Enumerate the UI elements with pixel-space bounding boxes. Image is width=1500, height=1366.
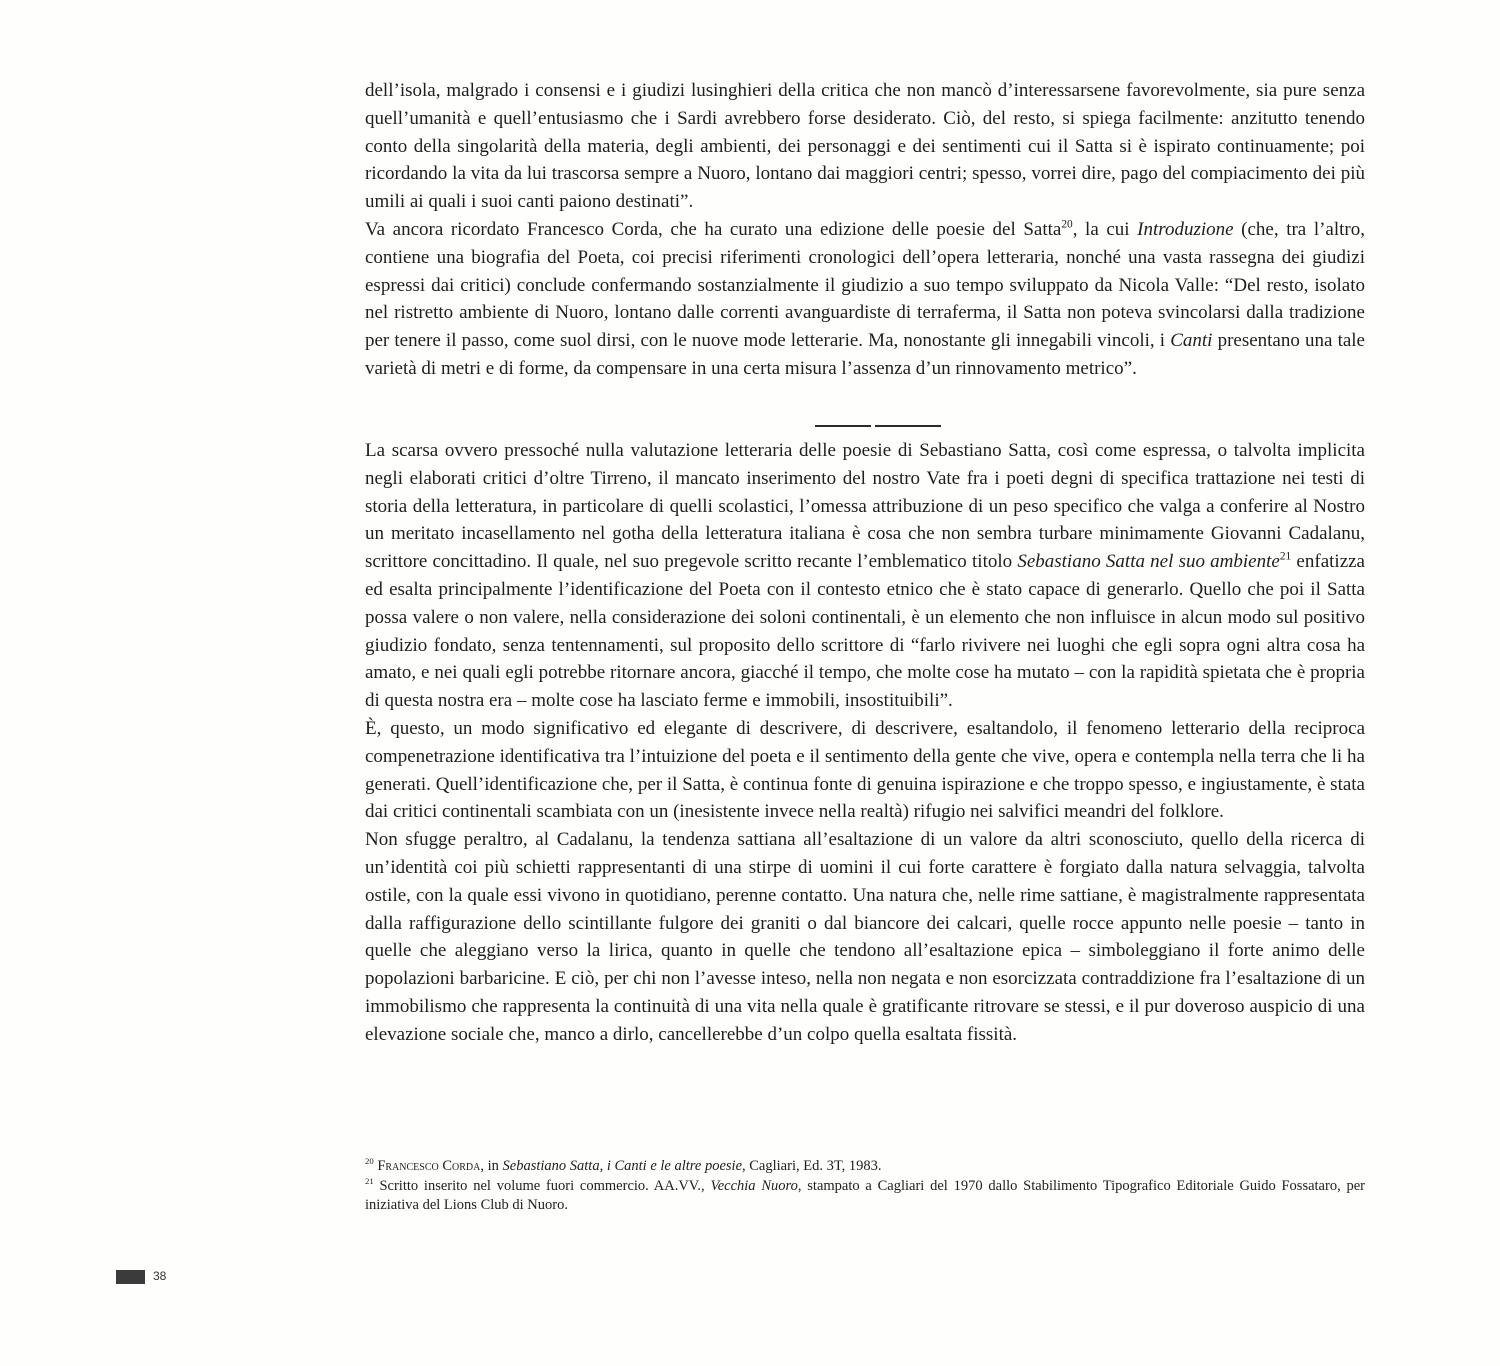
- book-title: Sebastiano Satta nel suo ambiente: [1017, 551, 1280, 573]
- page-marker-block: [116, 1270, 145, 1284]
- footnote: [365, 1157, 1365, 1177]
- page-number: 38: [153, 1269, 167, 1283]
- text-run: enfatizza ed esalta principalmente l’identificazione del Poeta con il contesto etnico che è stato capace di generarlo. Quello che poi il Satta possa valere o non valere, nella considerazione dei soloni continentali, è un elemento che non influisce in alcun modo sul positivo giudizio fondato, senza tentennamenti, sul proposito dello scrittore di “farlo rivivere nei luoghi che egli sopra ogni altra cosa ha amato, e nei quali egli potrebbe ritornare ancora, giacché il tempo, che molte cose ha mutato – con la rapidità spietata che è propria di questa nostra era – molte cose ha lasciato ferme e immobili, insostituibili”.: [365, 551, 1365, 712]
- footnote-ref: 21: [1279, 550, 1292, 563]
- book-title: Vecchia Nuoro: [710, 1177, 798, 1194]
- footnotes: [365, 1157, 1365, 1216]
- paragraph: [365, 216, 1365, 383]
- text-run: (che, tra l’altro, contiene una biografia del Poeta, coi precisi riferimenti cronologici dell’opera letteraria, nonché una vasta rassegna dei giudizi espressi dai critici) conclude confermando sostanzialmente il giudizio a suo tempo sviluppato da Nicola Valle: “Del resto, isolato nel ristretto ambiente di Nuoro, lontano dalle correnti avanguardiste di terraferma, il Satta non poteva svincolarsi dalla tradizione per tenere il passo, come suol dirsi, con le nuove mode letterarie. Ma, nonostante gli innegabili vincoli, i: [365, 218, 1365, 352]
- footnote-number: 20: [365, 1156, 374, 1167]
- paragraph: [365, 437, 1365, 715]
- text-run: , stampato a Cagliari del 1970 dallo Stabilimento Tipografico Editoriale Guido Fossataro, per iniziativa del Lions Club di Nuoro.: [365, 1177, 1365, 1213]
- body-text-upper: [365, 77, 1365, 383]
- body-text-lower: [365, 437, 1365, 1049]
- footnote-author: Francesco Corda: [377, 1158, 481, 1174]
- book-title: Introduzione: [1137, 218, 1234, 240]
- text-run: , in: [480, 1158, 503, 1174]
- text-run: La scarsa ovvero pressoché nulla valutazione letteraria delle poesie di Sebastiano Satta, così come espressa, o talvolta implicita negli elaborati critici d’oltre Tirreno, il mancato inserimento del nostro Vate fra i poeti degni di specifica trattazione nei testi di storia della letteratura, in particolare di quelli scolastici, l’omessa attribuzione di un peso specifico che valga a conferire al Nostro un meritato incasellamento nel gotha della letteratura italiana è cosa che non sembra turbare minimamente Giovanni Cadalanu, scrittore concittadino. Il quale, nel suo pregevole scritto recante l’emblematico titolo: [365, 440, 1365, 573]
- separator-rule: [815, 425, 871, 427]
- text-run: presentano una tale varietà di metri e di forme, da compensare in una certa misura l’assenza d’un rinnovamento metrico”.: [365, 330, 1365, 379]
- paragraph: Non sfugge peraltro, al Cadalanu, la tendenza sattiana all’esaltazione di un valore da altri sconosciuto, quello della ricerca di un’identità coi più schietti rappresentanti di una stirpe di uomini il cui forte carattere è forgiato dalla natura selvaggia, talvolta ostile, con la quale essi vivono in quotidiano, perenne contatto. Una natura che, nelle rime sattiane, è magistralmente rappresentata dalla raffigurazione dello scintillante fulgore dei graniti o dal biancore dei calcari, quelle rocce appunto nelle poesie – tanto in quelle che aleggiano verso la lirica, quanto in quelle che tendono all’esaltazione epica – simboleggiano il forte animo delle popolazioni barbaricine. E ciò, per chi non l’avesse inteso, nella non negata e non esorcizzata contraddizione fra l’esaltazione di un immobilismo che rappresenta la continuità di una vita nella quale è gratificante ritrovare se stessi, e il pur doveroso auspicio di una elevazione sociale che, manco a dirlo, cancellerebbe d’un colpo quella esaltata fissità.: [365, 829, 1365, 1045]
- footnote: [365, 1177, 1365, 1216]
- paragraph: dell’isola, malgrado i consensi e i giudizi lusinghieri della critica che non mancò d’interessarsene favorevolmente, sia pure senza quell’umanità e quell’entusiasmo che i Sardi avrebbero forse desiderato. Ciò, del resto, si spiega facilmente: anzitutto tenendo conto della singolarità della materia, degli ambienti, dei personaggi e dei sentimenti cui il Satta si è ispirato continuamente; poi ricordando la vita da lui trascorsa sempre a Nuoro, lontano dai maggiori centri; spesso, vorrei dire, pago del compiacimento dei più umili ai quali i suoi canti paiono destinati”.: [365, 80, 1365, 213]
- separator-rule: [875, 425, 941, 427]
- paragraph: È, questo, un modo significativo ed elegante di descrivere, di descrivere, esaltandolo, il fenomeno letterario della reciproca compenetrazione identificativa tra l’intuizione del poeta e il sentimento della gente che vive, opera e contempla nella terra che li ha generati. Quell’identificazione che, per il Satta, è continua fonte di genuina ispirazione e che troppo spesso, e ingiustamente, è stata dai critici continentali scambiata con un (inesistente invece nella realtà) rifugio nei salvifici meandri del folklore.: [365, 717, 1365, 823]
- text-run: Scritto inserito nel volume fuori commercio. AA.VV.,: [373, 1177, 711, 1194]
- section-separator: [815, 424, 941, 428]
- book-title: Canti: [1170, 330, 1213, 352]
- footnote-number: 21: [365, 1175, 374, 1186]
- text-run: , la cui: [1072, 218, 1138, 240]
- text-run: Va ancora ricordato Francesco Corda, che ha curato una edizione delle poesie del Satta: [365, 218, 1062, 240]
- text-run: Cagliari, Ed. 3T, 1983.: [745, 1158, 882, 1174]
- footnote-ref: 20: [1061, 218, 1073, 231]
- book-title: Sebastiano Satta, i Canti e le altre poesie,: [502, 1158, 746, 1174]
